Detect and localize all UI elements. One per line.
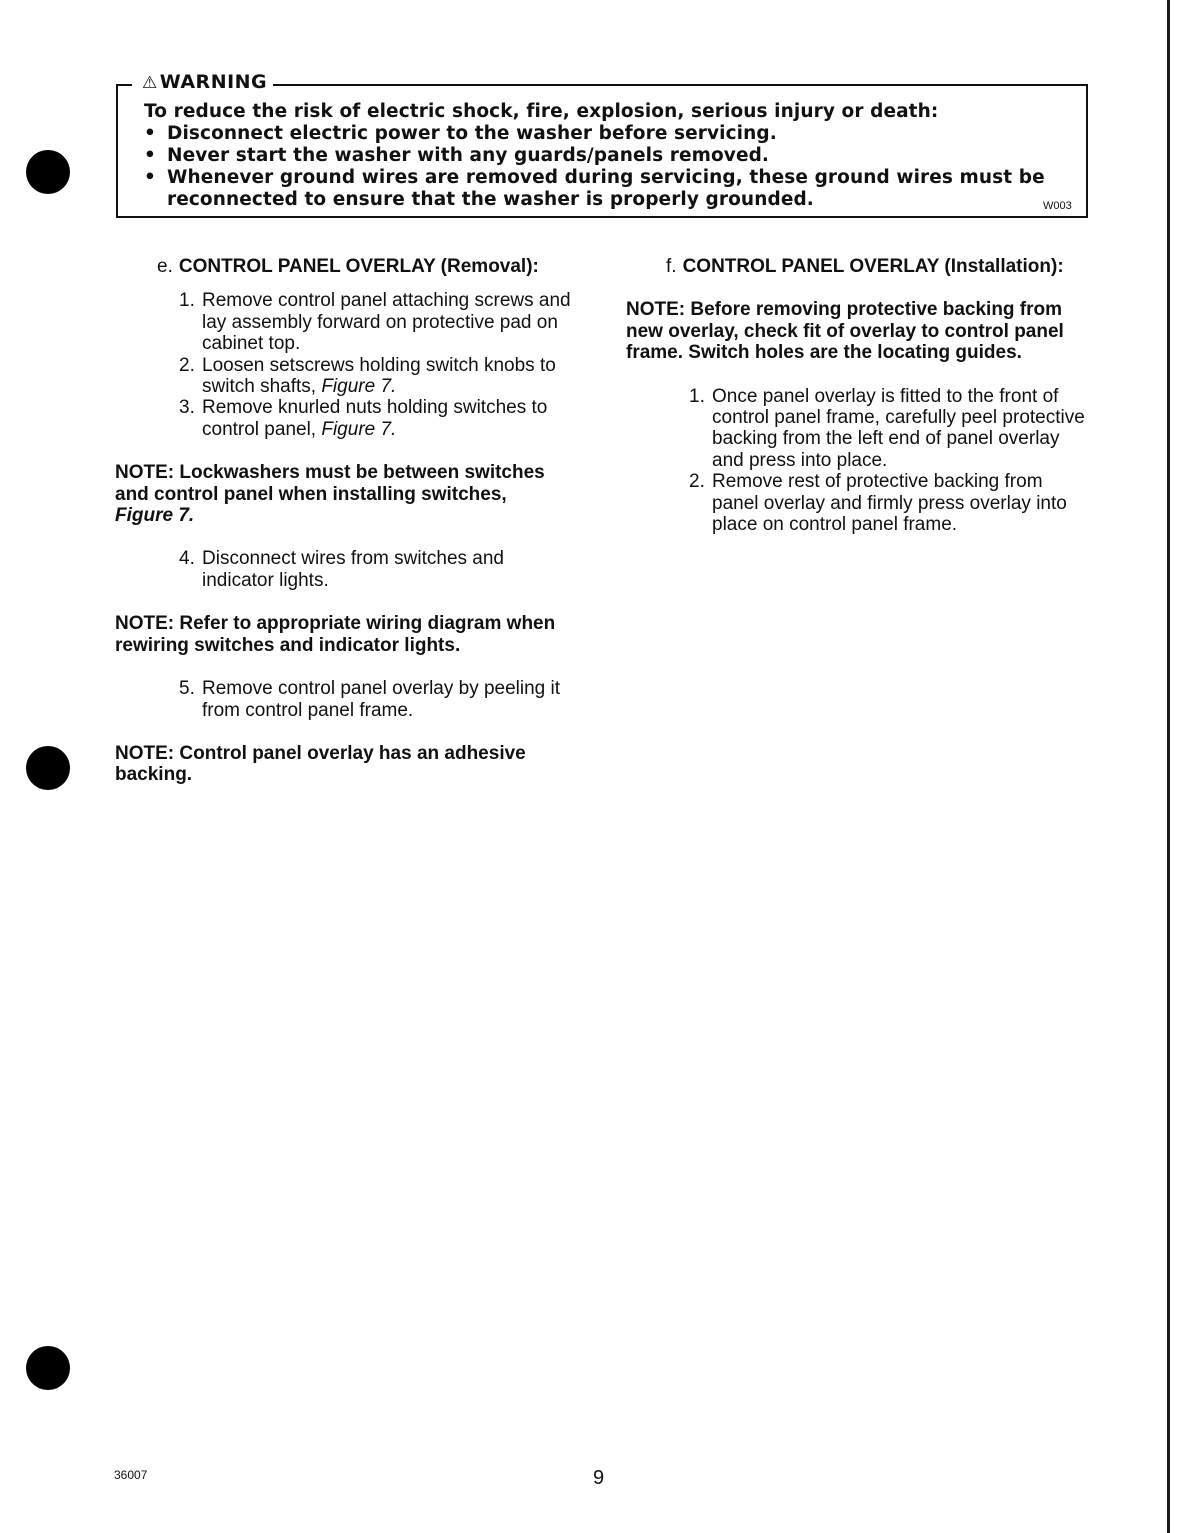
- page-number: 9: [593, 1467, 605, 1489]
- punch-hole-middle: [26, 746, 70, 790]
- installation-steps: [626, 386, 1096, 536]
- warning-bullet: • Never start the washer with any guards/panels removed.: [144, 145, 1064, 167]
- note-wiring: NOTE: Refer to appropriate wiring diagram when rewiring switches and indicator lights.: [115, 613, 556, 656]
- warning-triangle-icon: ⚠: [142, 73, 158, 93]
- list-item: 1. Once panel overlay is fitted to the front of control panel frame, carefully peel protective backing from the left end of panel overlay and press into place.: [689, 385, 1085, 471]
- list-item: 4. Disconnect wires from switches and indicator lights.: [179, 548, 504, 591]
- scan-edge-line: [1167, 0, 1170, 1533]
- section-letter: e.: [157, 256, 173, 277]
- list-item: 1. Remove control panel attaching screws and lay assembly forward on protective pad on cabinet top.: [179, 290, 571, 355]
- section-heading-removal: e. CONTROL PANEL OVERLAY (Removal):: [157, 256, 539, 277]
- warning-code: W003: [1043, 200, 1072, 212]
- punch-hole-top: [26, 150, 70, 194]
- list-item: 3. Remove knurled nuts holding switches to control panel, Figure 7.: [179, 397, 548, 440]
- note-lockwashers: NOTE: Lockwashers must be between switches and control panel when installing switches, Figure 7.: [115, 462, 545, 527]
- removal-steps: [115, 290, 595, 440]
- warning-title: ⚠ WARNING: [132, 70, 273, 95]
- section-letter: f.: [666, 256, 677, 277]
- list-item: 5. Remove control panel overlay by peeling it from control panel frame.: [179, 678, 561, 721]
- removal-step-4: [115, 548, 595, 591]
- warning-bullet: • Whenever ground wires are removed during servicing, these ground wires must be reconnected to ensure that the washer is properly grounded.: [144, 167, 1047, 211]
- punch-hole-bottom: [26, 1346, 70, 1390]
- removal-step-5: [115, 678, 595, 721]
- document-code: 36007: [114, 1468, 148, 1482]
- warning-bullets: [144, 123, 1064, 211]
- warning-body: [144, 101, 1064, 211]
- left-column: [115, 256, 595, 786]
- note-adhesive: NOTE: Control panel overlay has an adhesive backing.: [115, 742, 526, 786]
- list-item: 2. Loosen setscrews holding switch knobs to switch shafts, Figure 7.: [179, 354, 556, 398]
- list-item: 2. Remove rest of protective backing from panel overlay and firmly press overlay into place on control panel frame.: [689, 471, 1067, 536]
- note-protective-backing: NOTE: Before removing protective backing from new overlay, check fit of overlay to control panel frame. Switch holes are the locating guides.: [626, 299, 1064, 364]
- section-heading-installation: f. CONTROL PANEL OVERLAY (Installation):: [666, 256, 1064, 277]
- warning-intro: To reduce the risk of electric shock, fire, explosion, serious injury or death:: [144, 101, 939, 122]
- right-column: [626, 256, 1096, 535]
- warning-bullet: • Disconnect electric power to the washer before servicing.: [144, 123, 1064, 145]
